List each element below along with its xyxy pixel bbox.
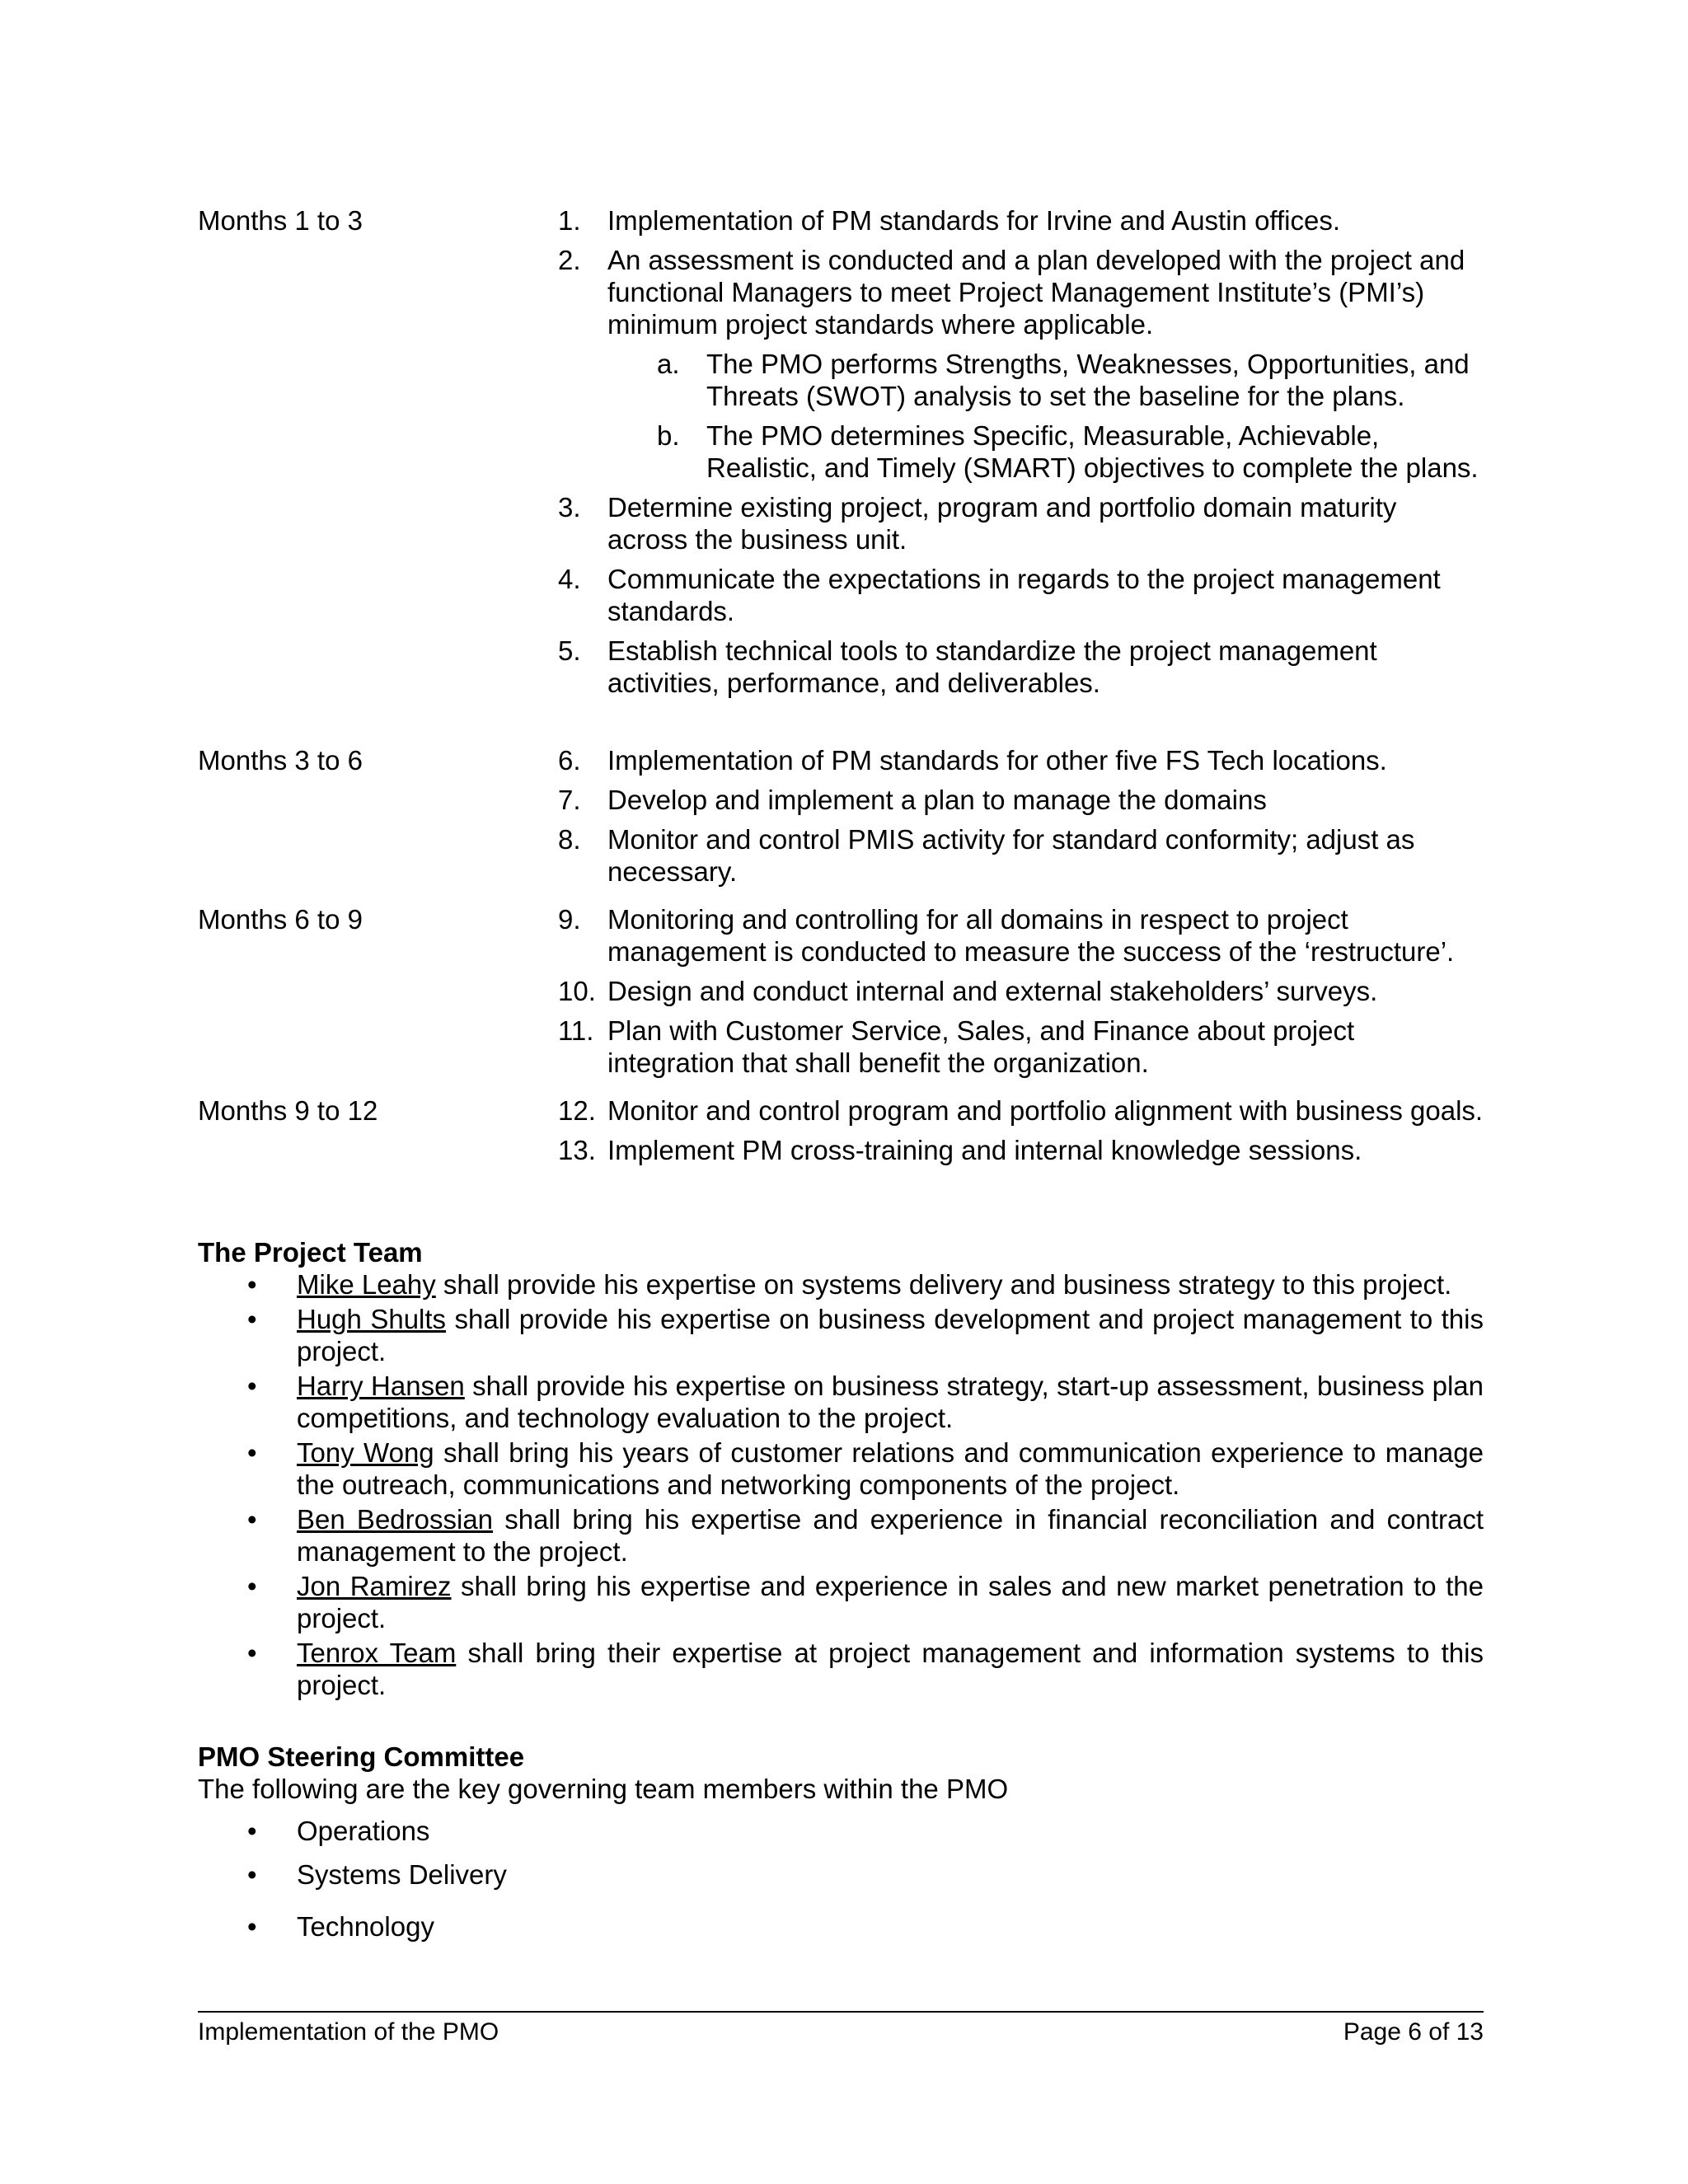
list-item	[558, 823, 1484, 888]
phase-items	[558, 1094, 1484, 1174]
sub-list-item	[558, 419, 1484, 484]
item-text: An assessment is conducted and a plan developed with the project and functional Managers to meet Project Management Institute’s (PMI’s) minimum project standards where applicable.	[607, 245, 1465, 340]
list-item	[558, 975, 1484, 1007]
member-name: Hugh Shults	[297, 1304, 447, 1334]
item-number: 9.	[558, 904, 581, 935]
committee-item-label: Systems Delivery	[297, 1859, 507, 1890]
committee-item-label: Operations	[297, 1816, 430, 1846]
item-text: The PMO determines Specific, Measurable, Achievable, Realistic, and Timely (SMART) objectives to complete the plans.	[706, 420, 1479, 483]
item-number: 2.	[558, 245, 581, 275]
steering-committee-section	[198, 1741, 1484, 1943]
item-text: Monitor and control program and portfolio alignment with business goals.	[607, 1095, 1484, 1126]
bullet-icon: •	[247, 1816, 257, 1846]
phase-label: Months 9 to 12	[198, 1095, 378, 1126]
footer-title: Implementation of the PMO	[198, 2018, 499, 2046]
item-text: Design and conduct internal and external stakeholders’ surveys.	[607, 976, 1378, 1006]
section-title: PMO Steering Committee	[198, 1741, 525, 1772]
team-member-item	[198, 1637, 1484, 1701]
project-team-list	[198, 1268, 1484, 1701]
bullet-icon: •	[247, 1571, 257, 1601]
item-text: Establish technical tools to standardize the project management activities, performance, and deliverables.	[607, 635, 1377, 698]
member-name: Tony Wong	[297, 1437, 434, 1468]
member-description: shall provide his expertise on systems delivery and business strategy to this project.	[435, 1269, 1452, 1300]
list-item	[558, 204, 1484, 237]
list-item	[558, 903, 1484, 968]
list-item	[558, 1134, 1484, 1166]
team-member-item	[198, 1303, 1484, 1367]
item-number: 11.	[558, 1015, 594, 1046]
item-number: 10.	[558, 976, 596, 1006]
item-text: Develop and implement a plan to manage the domains	[607, 785, 1267, 815]
member-name: Jon Ramirez	[297, 1571, 452, 1601]
bullet-icon: •	[247, 1911, 257, 1942]
item-text: Communicate the expectations in regards to the project management standards.	[607, 564, 1441, 626]
bullet-icon: •	[247, 1371, 257, 1401]
committee-item	[198, 1815, 1484, 1847]
project-team-section	[198, 1236, 1484, 1704]
member-name: Tenrox Team	[297, 1638, 457, 1668]
bullet-icon: •	[247, 1304, 257, 1334]
item-number: 3.	[558, 492, 581, 523]
member-name: Mike Leahy	[297, 1269, 436, 1300]
item-number: 5.	[558, 635, 581, 666]
member-name: Ben Bedrossian	[297, 1504, 494, 1535]
team-member-item	[198, 1370, 1484, 1434]
committee-item-label: Technology	[297, 1911, 434, 1942]
list-item	[558, 635, 1484, 699]
committee-item	[198, 1910, 1484, 1943]
list-item	[558, 1015, 1484, 1079]
page-number: Page 6 of 13	[1343, 2018, 1484, 2046]
footer-divider	[198, 2011, 1484, 2013]
item-number: 1.	[558, 205, 581, 236]
item-number: 12.	[558, 1095, 596, 1126]
team-member-item	[198, 1436, 1484, 1501]
member-description: shall provide his expertise on business strategy, start-up assessment, business plan competitions, and technology evaluation to the project.	[297, 1371, 1484, 1433]
phase-items	[558, 903, 1484, 1086]
item-text: Implement PM cross-training and internal knowledge sessions.	[607, 1135, 1362, 1165]
list-item	[558, 784, 1484, 816]
section-title: The Project Team	[198, 1237, 423, 1268]
member-description: shall bring their expertise at project management and information systems to this project.	[297, 1638, 1484, 1700]
item-number: 6.	[558, 745, 581, 776]
item-text: Implementation of PM standards for Irvine and Austin offices.	[607, 205, 1341, 236]
item-text: Monitoring and controlling for all domains in respect to project management is conducted to measure the success of the ‘restructure’.	[607, 904, 1455, 967]
section-intro: The following are the key governing team members within the PMO	[198, 1774, 1009, 1804]
item-text: Plan with Customer Service, Sales, and Finance about project integration that shall benefit the organization.	[607, 1015, 1355, 1078]
item-number: 4.	[558, 564, 581, 594]
list-item	[558, 244, 1484, 340]
bullet-icon: •	[247, 1504, 257, 1535]
phase-items	[558, 744, 1484, 895]
team-member-item	[198, 1268, 1484, 1301]
list-item	[558, 491, 1484, 555]
committee-item	[198, 1858, 1484, 1891]
bullet-icon: •	[247, 1638, 257, 1668]
item-number: 8.	[558, 824, 581, 855]
bullet-icon: •	[247, 1269, 257, 1300]
list-item	[558, 1094, 1484, 1127]
bullet-icon: •	[247, 1859, 257, 1890]
team-member-item	[198, 1503, 1484, 1568]
member-description: shall bring his years of customer relations and communication experience to manage the outreach, communications and networking components of the project.	[297, 1437, 1484, 1500]
member-description: shall bring his expertise and experience in financial reconciliation and contract management to the project.	[297, 1504, 1484, 1567]
phase-label: Months 6 to 9	[198, 904, 363, 935]
phase-label: Months 1 to 3	[198, 205, 363, 236]
bullet-icon: •	[247, 1437, 257, 1468]
phase-items	[558, 204, 1484, 706]
item-number: 13.	[558, 1135, 596, 1165]
item-number: 7.	[558, 785, 581, 815]
list-item	[558, 744, 1484, 776]
member-description: shall bring his expertise and experience in sales and new market penetration to the project.	[297, 1571, 1484, 1633]
member-name: Harry Hansen	[297, 1371, 465, 1401]
item-text: Implementation of PM standards for other five FS Tech locations.	[607, 745, 1387, 776]
item-letter: b.	[657, 420, 680, 451]
item-letter: a.	[657, 349, 680, 379]
phase-label: Months 3 to 6	[198, 745, 363, 776]
sub-list-item	[558, 348, 1484, 412]
item-text: The PMO performs Strengths, Weaknesses, Opportunities, and Threats (SWOT) analysis to set the baseline for the plans.	[706, 349, 1470, 411]
item-text: Determine existing project, program and portfolio domain maturity across the business unit.	[607, 492, 1397, 555]
list-item	[558, 563, 1484, 627]
member-description: shall provide his expertise on business development and project management to this project.	[297, 1304, 1484, 1366]
item-text: Monitor and control PMIS activity for standard conformity; adjust as necessary.	[607, 824, 1415, 887]
team-member-item	[198, 1570, 1484, 1634]
